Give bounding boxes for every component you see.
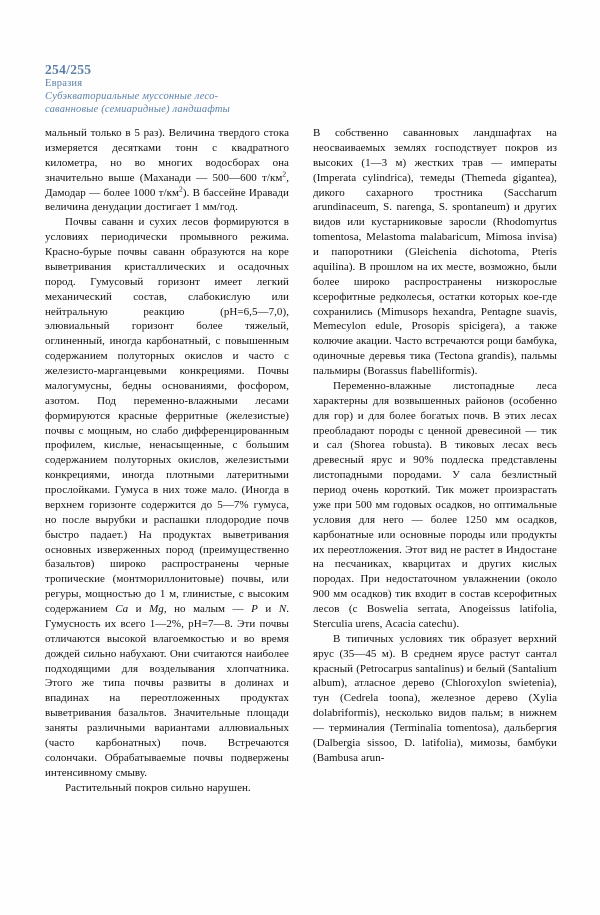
paragraph: Переменно-влажные листопадные леса характерны для возвышенных районов (особенно для гор) и для более богатых почв. В этих лесах преобладают породы с ценной древесиной — тик и сал (Shorea robusta). В тиковых лесах весь древесный ярус и 90% подлеска представлены листопадными породами. У сала безлистный период очень короткий. Тик может произрастать уже при 500 мм годовых осадков, но оптимальные условия для него — более 1250 мм осадков, карбонатные или основные породы или продукты их переотложения. Этот вид не растет в Индостане на песчаниках, кварцитах и других кислых породах. При недостаточном увлажнении (около 900 мм осадков) тик входит в состав ксерофитных лесов (с Boswelia serrata, Anogeissus latifolia, Sterculia urens, Acacia catechu). [313,379,557,630]
left-text-column [45,126,289,795]
landscape-subtitle [45,90,285,116]
right-text-column [313,126,557,795]
paragraph: В типичных условиях тик образует верхний ярус (35—45 м). В среднем ярусе растут сантал красный (Petrocarpus santalinus) и белый (Santalium album), атласное дерево (Chloroxylon swietenia), тун (Cedrela toona), железное дерево (Xylia dolabriformis), несколько видов пальм; в нижнем — терминалия (Terminalia tomentosa), дальбергия (Dalbergia sissoo, D. latifolia), мимозы, бамбуки (Bambusa arun- [313,632,557,764]
paragraph: Почвы саванн и сухих лесов формируются в условиях периодически промывного режима. Красно-бурые почвы саванн образуются на коре выветривания кристаллических и осадочных пород. Гумусовый горизонт имеет легкий механический состав, слабокислую или нейтральную реакцию (pH=6,5—7,0), элювиальный горизонт более тяжелый, оглиненный, иногда карбонатный, с повышенным содержанием полуторных окислов и часто с железисто-марганцевыми конкрециями. Почвы малогумусны, бедны основаниями, фосфором, азотом. Под переменно-влажными лесами формируются красные ферритные (железистые) почвы с мощным, но слабо дифференцированным профилем, кислые, ненасыщенные, с большим содержанием полуторных окислов, железистыми конкрециями, иногда плотными латеритными прослойками. Гумуса в них тоже мало. (Иногда в верхнем горизонте содержится до 5—7% гумуса, но после вырубки и распашки плодородие почв быстро падает.) На продуктах выветривания основных изверженных пород (преимущественно базальтов) широко распространены черные тропические (монтмориллонитовые) почвы, или регуры, мощностью до 1 м, глинистые, с высоким содержанием Ca и Mg, но малым — P и N. Гумусность их всего 1—2%, pH=7—8. Эти почвы отличаются высокой влагоемкостью и во время дождей сильно набухают. Они считаются наиболее подходящими для возделывания хлопчатника. Этого же типа почвы развиты в долинах и впадинах на переотложенных продуктах выветривания базальтов. Значительные площади заняты различными вариантами аллювиальных (часто карбонатных) почв. Встречаются солончаки. Обрабатываемые почвы подвержены интенсивному смыву. [45,216,290,779]
page-folio: 254/255 [45,62,92,77]
subtitle-line-2: саванновые (семиаридные) ландшафты [45,104,230,116]
paragraph: Растительный покров сильно нарушен. [65,781,251,794]
paragraph: В собственно саванновых ландшафтах на неосваиваемых землях господствует покров из высоких (1—3 м) жестких трав — императы (Imperata cylindrica), темеды (Themeda gigantea), дикого сахарного тростника (Saccharum arundinaceum, S. narenga, S. spontaneum) и других видов или кустарниковые заросли (Rhodomyrtus tomentosa, Melastoma malabaricum, Mimosa invisa) и папоротники (Gleichenia dichotoma, Pteris aquilina). В прошлом на их месте, возможно, были более широко распространены низкорослые ксерофитные редколесья, остатки которых кое-где сохранились (Mimusops hexandra, Pentagne suavis, Memecylon edule, Prosopis spicigera), а также колючие акации. Часто встречаются рощи бамбука, одиночные деревья тика (Tectona grandis), пальмы пальмиры (Borassus flabelliformis). [313,127,557,377]
region-label: Евразия [45,78,83,89]
page-header [45,62,295,116]
subtitle-line-1: Субэкваториальные муссонные лесо- [45,91,219,102]
paragraph: мальный только в 5 раз). Величина твердого стока измеряется десятками тонн с квадратного километра, но во многих водосборах она значительно выше (Маханади — 500—600 $т/км^2$, Дамодар — более 1000 $т/км^2$). В бассейне Иравади величина денудации достигает 1 мм/год. [45,127,289,214]
body-columns [45,126,557,795]
